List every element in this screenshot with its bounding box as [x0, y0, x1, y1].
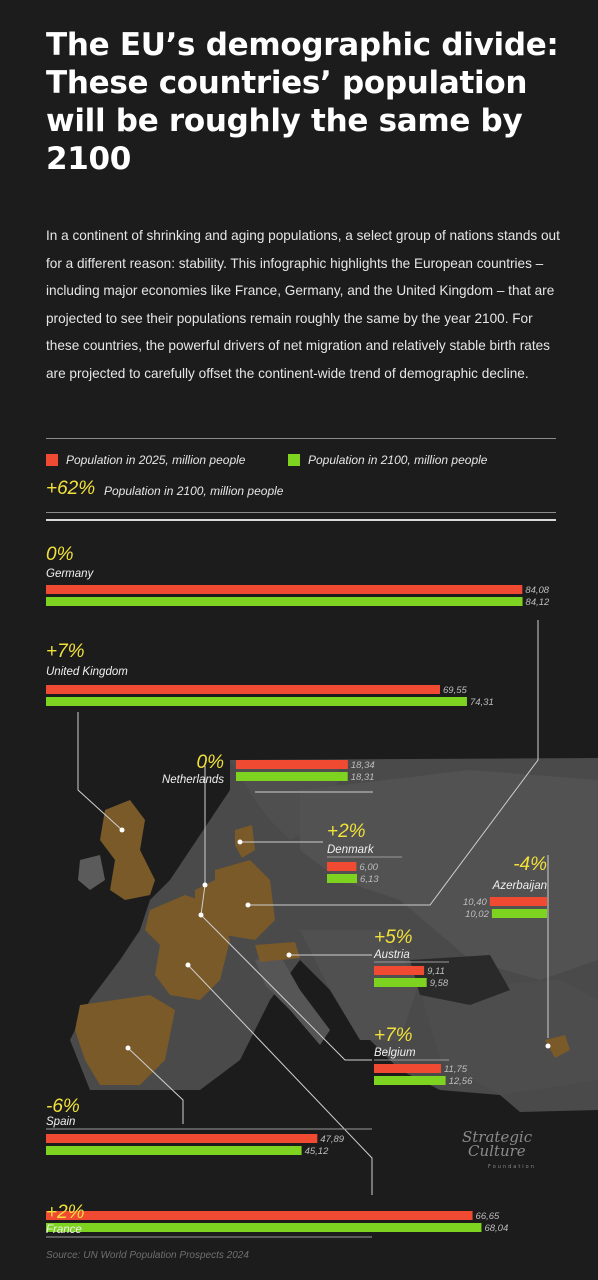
- source-note: Source: UN World Population Prospects 2024: [46, 1250, 249, 1261]
- value-label-2025-germany: 84,08: [525, 585, 550, 596]
- value-label-2100-azerbaijan: 10,02: [465, 909, 489, 920]
- bar-2025-france: [46, 1211, 473, 1220]
- country-name-germany: Germany: [46, 568, 94, 580]
- map-uk: [100, 800, 155, 900]
- legend-pct-example: +62%: [46, 478, 96, 499]
- country-name-azerbaijan: Azerbaijan: [492, 880, 547, 892]
- bar-2025-austria: [374, 966, 424, 975]
- value-label-2100-austria: 9,58: [429, 978, 449, 989]
- page-title: The EU’s demographic divide: These countries’ population will be roughly the same by 2100: [46, 27, 559, 177]
- value-label-2100-france: 68,04: [484, 1223, 509, 1234]
- value-label-2100-spain: 45,12: [304, 1146, 329, 1157]
- bar-2025-denmark: [327, 862, 356, 871]
- legend-label-2025: Population in 2025, million people: [66, 453, 246, 467]
- value-label-2025-netherlands: 18,34: [350, 760, 375, 771]
- bar-2100-france: [46, 1223, 481, 1232]
- pct-change-united-kingdom: +7%: [46, 641, 85, 662]
- value-label-2025-austria: 9,11: [427, 966, 445, 977]
- country-name-denmark: Denmark: [327, 844, 374, 856]
- pct-change-belgium: +7%: [374, 1025, 413, 1046]
- value-label-2100-denmark: 6,13: [360, 874, 379, 885]
- value-label-2025-azerbaijan: 10,40: [463, 897, 487, 908]
- pct-change-austria: +5%: [374, 927, 413, 948]
- bar-2025-belgium: [374, 1064, 441, 1073]
- bar-2025-germany: [46, 585, 522, 594]
- country-name-spain: Spain: [46, 1116, 76, 1128]
- country-name-austria: Austria: [374, 949, 410, 961]
- value-label-2025-france: 66,65: [475, 1211, 500, 1222]
- country-name-france: France: [46, 1224, 82, 1236]
- bar-2100-spain: [46, 1146, 302, 1155]
- value-label-2025-denmark: 6,00: [359, 862, 378, 873]
- value-label-2100-netherlands: 18,31: [350, 772, 375, 783]
- value-label-2025-belgium: 11,75: [443, 1064, 468, 1075]
- bar-2100-germany: [46, 597, 523, 606]
- bar-2100-netherlands: [236, 772, 348, 781]
- value-label-2100-belgium: 12,56: [448, 1076, 473, 1087]
- pct-change-azerbaijan: -4%: [513, 854, 547, 875]
- country-name-united-kingdom: United Kingdom: [46, 666, 128, 678]
- intro-paragraph: In a continent of shrinking and aging populations, a select group of nations stands out for a different reason: stability. This infographic highlights the European countries – including major economies like France, Germany, and the United Kingdom – that are projected to see their populations remain roughly the same by the year 2100. For these countries, the powerful drivers of net migration and relatively stable birth rates are projected to carefully offset the continent-wide trend of demographic decline.: [46, 228, 560, 381]
- europe-map: [70, 620, 598, 1195]
- bar-2025-spain: [46, 1134, 317, 1143]
- value-label-2100-united-kingdom: 74,31: [469, 697, 494, 708]
- pct-change-france: +2%: [46, 1202, 85, 1223]
- bar-2100-austria: [374, 978, 427, 987]
- bar-2100-azerbaijan: [492, 909, 547, 918]
- legend-label-2100: Population in 2100, million people: [308, 453, 488, 467]
- bar-2025-united-kingdom: [46, 685, 440, 694]
- pct-change-spain: -6%: [46, 1096, 80, 1117]
- value-label-2025-spain: 47,89: [320, 1134, 345, 1145]
- brand-logo: Strategic Culture Foundation: [462, 1128, 536, 1170]
- bar-2025-azerbaijan: [490, 897, 547, 906]
- bar-2100-denmark: [327, 874, 357, 883]
- country-name-belgium: Belgium: [374, 1047, 416, 1059]
- value-label-2100-germany: 84,12: [525, 597, 550, 608]
- pct-change-germany: 0%: [46, 544, 74, 565]
- pct-change-denmark: +2%: [327, 821, 366, 842]
- bar-2100-belgium: [374, 1076, 446, 1085]
- value-label-2025-united-kingdom: 69,55: [443, 685, 467, 696]
- bar-2100-united-kingdom: [46, 697, 467, 706]
- country-name-netherlands: Netherlands: [161, 774, 224, 786]
- map-ireland: [78, 855, 105, 890]
- pct-change-netherlands: 0%: [196, 752, 224, 773]
- bar-2025-netherlands: [236, 760, 348, 769]
- legend-pct-label: Population in 2100, million people: [104, 484, 284, 498]
